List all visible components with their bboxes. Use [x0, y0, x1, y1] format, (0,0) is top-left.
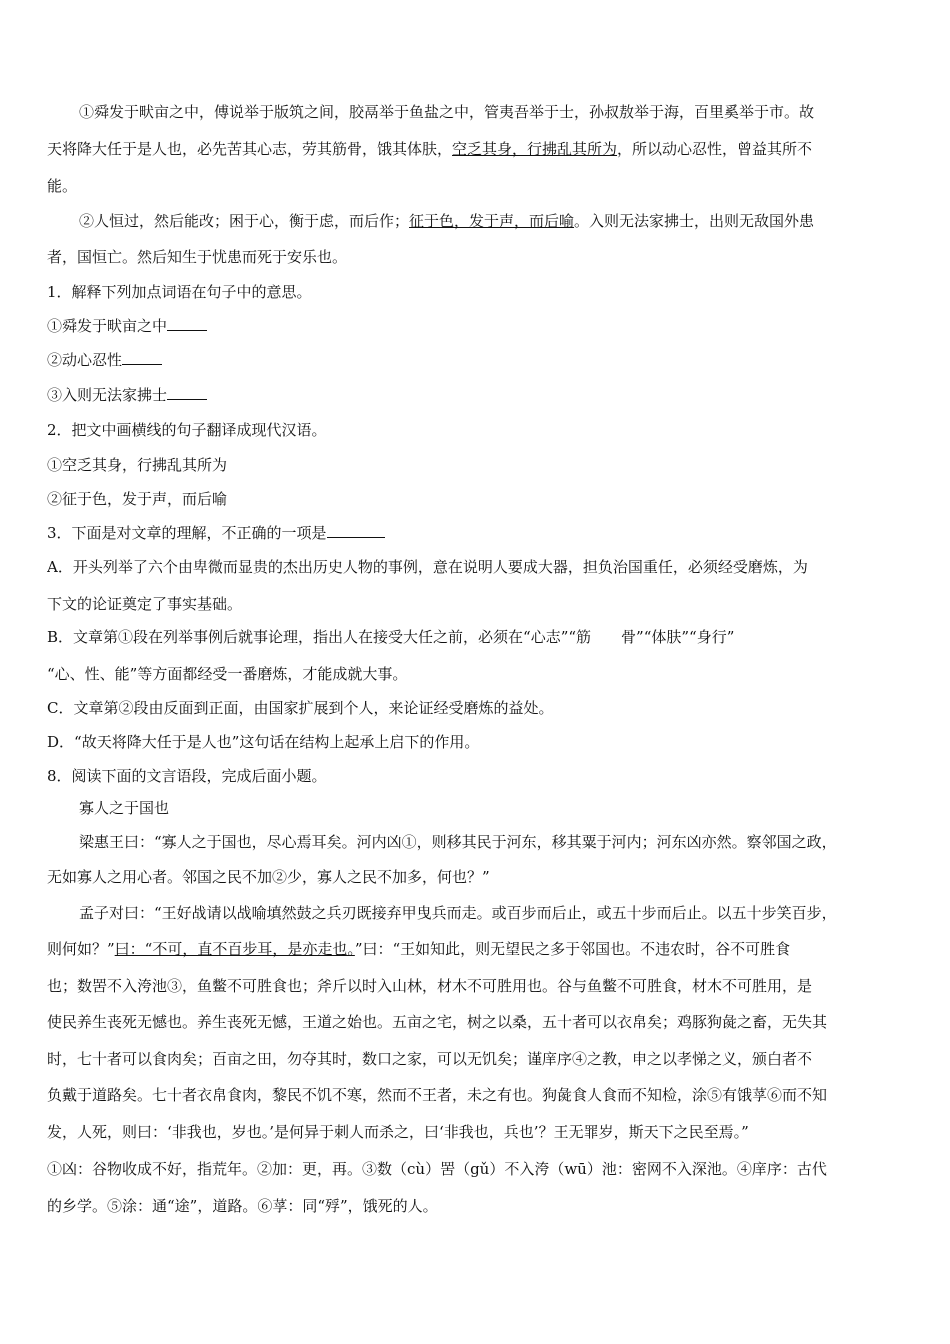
text: ，所以动心忍性，曾益其所不 — [617, 140, 813, 158]
text: ②人恒过，然后能改；困于心，衡于虑，而后作； — [79, 212, 410, 230]
text: 。入则无法家拂士，出则无敌国外患 — [574, 212, 815, 230]
passage-para1-line3: 能。 — [47, 177, 78, 195]
text: 则何如？” — [47, 940, 115, 958]
q8-title: 寡人之于国也 — [79, 799, 170, 817]
q8-note-line1: ①凶：谷物收成不好，指荒年。②加：更，再。③数（cù）罟（gǔ）不入洿（wū）池：密网不入深池。④庠序：古代 — [47, 1160, 827, 1178]
q8-stem: 8．阅读下面的文言语段，完成后面小题。 — [47, 767, 327, 785]
q3-option-b-line1: B．文章第①段在列举事例后就事论理，指出人在接受大任之前，必须在“心志”“筋 骨”“体肤”“身行” — [47, 628, 735, 646]
text: ①舜发于畎亩之中 — [47, 317, 168, 335]
q8-note-line2: 的乡学。⑤涂：通“途”，道路。⑥莩：同“殍”，饿死的人。 — [47, 1197, 438, 1215]
q8-line4 — [47, 938, 907, 960]
answer-blank[interactable] — [327, 523, 385, 538]
passage-para1-line1: ①舜发于畎亩之中，傅说举于版筑之间，胶鬲举于鱼盐之中，管夷吾举于士，孙叔敖举于海，百里奚举于市。故 — [79, 103, 815, 121]
answer-blank[interactable] — [167, 316, 207, 331]
q3-option-d: D．“故天将降大任于是人也”这句话在结构上起承上启下的作用。 — [47, 733, 480, 751]
q3-option-a-line1: A．开头列举了六个由卑微而显贵的杰出历史人物的事例，意在说明人要成大器，担负治国重任，必须经受磨炼，为 — [47, 558, 808, 576]
q3-option-c: C．文章第②段由反面到正面，由国家扩展到个人，来论证经受磨炼的益处。 — [47, 699, 554, 717]
q2-item-b: ②征于色，发于声，而后喻 — [47, 490, 228, 508]
q8-line1: 梁惠王曰：“寡人之于国也，尽心焉耳矣。河内凶①，则移其民于河东，移其粟于河内；河东凶亦然。察邻国之政， — [79, 833, 837, 851]
passage-para1-line2 — [47, 138, 907, 160]
q8-line2: 无如寡人之用心者。邻国之民不加②少，寡人之民不加多，何也？” — [47, 868, 490, 886]
text: ”曰：“王如知此，则无望民之多于邻国也。不违农时，谷不可胜食 — [354, 940, 791, 958]
q8-line6: 使民养生丧死无憾也。养生丧死无憾，王道之始也。五亩之宅，树之以桑，五十者可以衣帛矣；鸡豚狗彘之畜，无失其 — [47, 1013, 828, 1031]
q3-option-b-line2: “心、性、能”等方面都经受一番磨炼，才能成就大事。 — [47, 665, 408, 683]
q3-option-a-line2: 下文的论证奠定了事实基础。 — [47, 595, 243, 613]
passage-para2-line2: 者，国恒亡。然后知生于忧患而死于安乐也。 — [47, 248, 348, 266]
underlined-sentence-1: 空乏其身，行拂乱其所为 — [452, 140, 618, 158]
q1-stem: 1．解释下列加点词语在句子中的意思。 — [47, 283, 312, 301]
underlined-sentence-3: 曰：“不可，直不百步耳，是亦走也。 — [114, 940, 355, 958]
text: 3．下面是对文章的理解，不正确的一项是 — [47, 524, 327, 542]
answer-blank[interactable] — [167, 385, 207, 400]
q8-line8: 负戴于道路矣。七十者衣帛食肉，黎民不饥不寒，然而不王者，未之有也。狗彘食人食而不知检，涂⑤有饿莩⑥而不知 — [47, 1086, 828, 1104]
q2-item-a: ①空乏其身，行拂乱其所为 — [47, 456, 228, 474]
q1-item-b — [47, 349, 907, 371]
q1-item-c — [47, 384, 907, 406]
text: ③入则无法家拂士 — [47, 386, 168, 404]
answer-blank[interactable] — [122, 350, 162, 365]
q2-stem: 2．把文中画横线的句子翻译成现代汉语。 — [47, 421, 327, 439]
q8-line3: 孟子对曰：“王好战请以战喻填然鼓之兵刃既接弃甲曳兵而走。或百步而后止，或五十步而后止。以五十步笑百步， — [79, 904, 837, 922]
q3-stem — [47, 522, 907, 544]
underlined-sentence-2: 征于色，发于声，而后喻 — [409, 212, 575, 230]
q8-line9: 发，人死，则曰：‘非我也，岁也。’是何异于刺人而杀之，曰‘非我也，兵也’？王无罪岁，斯天下之民至焉。” — [47, 1123, 749, 1141]
q8-line5: 也；数罟不入洿池③，鱼鳖不可胜食也；斧斤以时入山林，材木不可胜用也。谷与鱼鳖不可胜食，材木不可胜用，是 — [47, 977, 813, 995]
text: ②动心忍性 — [47, 351, 123, 369]
q1-item-a — [47, 315, 907, 337]
q8-line7: 时，七十者可以食肉矣；百亩之田，勿夺其时，数口之家，可以无饥矣；谨庠序④之教，申之以孝悌之义，颁白者不 — [47, 1050, 813, 1068]
text: 天将降大任于是人也，必先苦其心志，劳其筋骨，饿其体肤， — [47, 140, 453, 158]
passage-para2-line1 — [79, 210, 939, 232]
